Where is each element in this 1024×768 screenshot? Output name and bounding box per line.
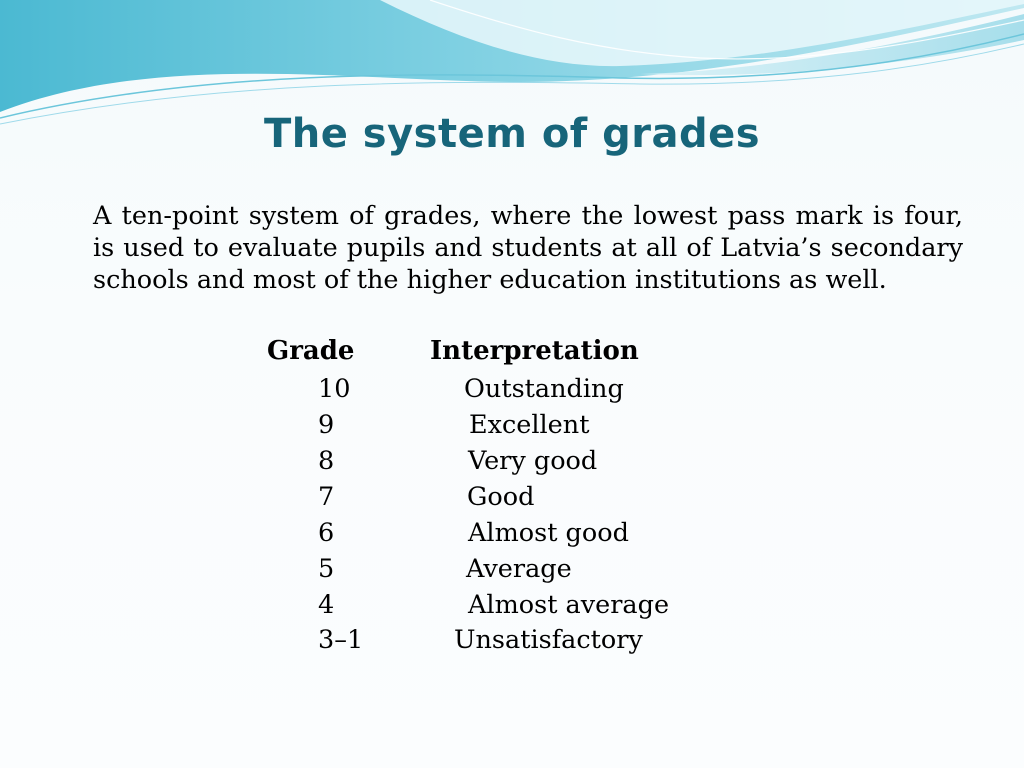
grade-interpretation: Very good xyxy=(468,446,598,476)
table-header-row xyxy=(0,334,1024,368)
grade-value: 8 xyxy=(318,446,335,476)
grade-interpretation: Good xyxy=(467,482,535,512)
table-row xyxy=(0,588,1024,622)
grade-interpretation: Outstanding xyxy=(464,374,624,404)
table-row xyxy=(0,623,1024,657)
grade-value: 3–1 xyxy=(318,625,364,655)
grade-interpretation: Almost average xyxy=(468,590,670,620)
grade-value: 9 xyxy=(318,410,335,440)
grade-interpretation: Unsatisfactory xyxy=(454,625,643,655)
intro-paragraph: A ten-point system of grades, where the lowest pass mark is four, is used to evaluate pupils and students at all of Latvia’s secondary schools and most of the higher education institutions as well. xyxy=(93,201,963,295)
grade-value: 6 xyxy=(318,518,335,548)
grade-interpretation: Almost good xyxy=(468,518,629,548)
grade-interpretation: Excellent xyxy=(469,410,590,440)
grade-value: 7 xyxy=(318,482,335,512)
page-title: The system of grades xyxy=(263,111,761,157)
table-row xyxy=(0,372,1024,406)
grade-interpretation: Average xyxy=(466,554,572,584)
table-row xyxy=(0,552,1024,586)
table-row xyxy=(0,408,1024,442)
grade-value: 10 xyxy=(318,374,351,404)
column-header-interpretation: Interpretation xyxy=(430,336,639,366)
table-row xyxy=(0,516,1024,550)
table-row xyxy=(0,444,1024,478)
table-row xyxy=(0,480,1024,514)
grade-value: 5 xyxy=(318,554,335,584)
column-header-grade: Grade xyxy=(267,336,355,366)
grade-value: 4 xyxy=(318,590,335,620)
